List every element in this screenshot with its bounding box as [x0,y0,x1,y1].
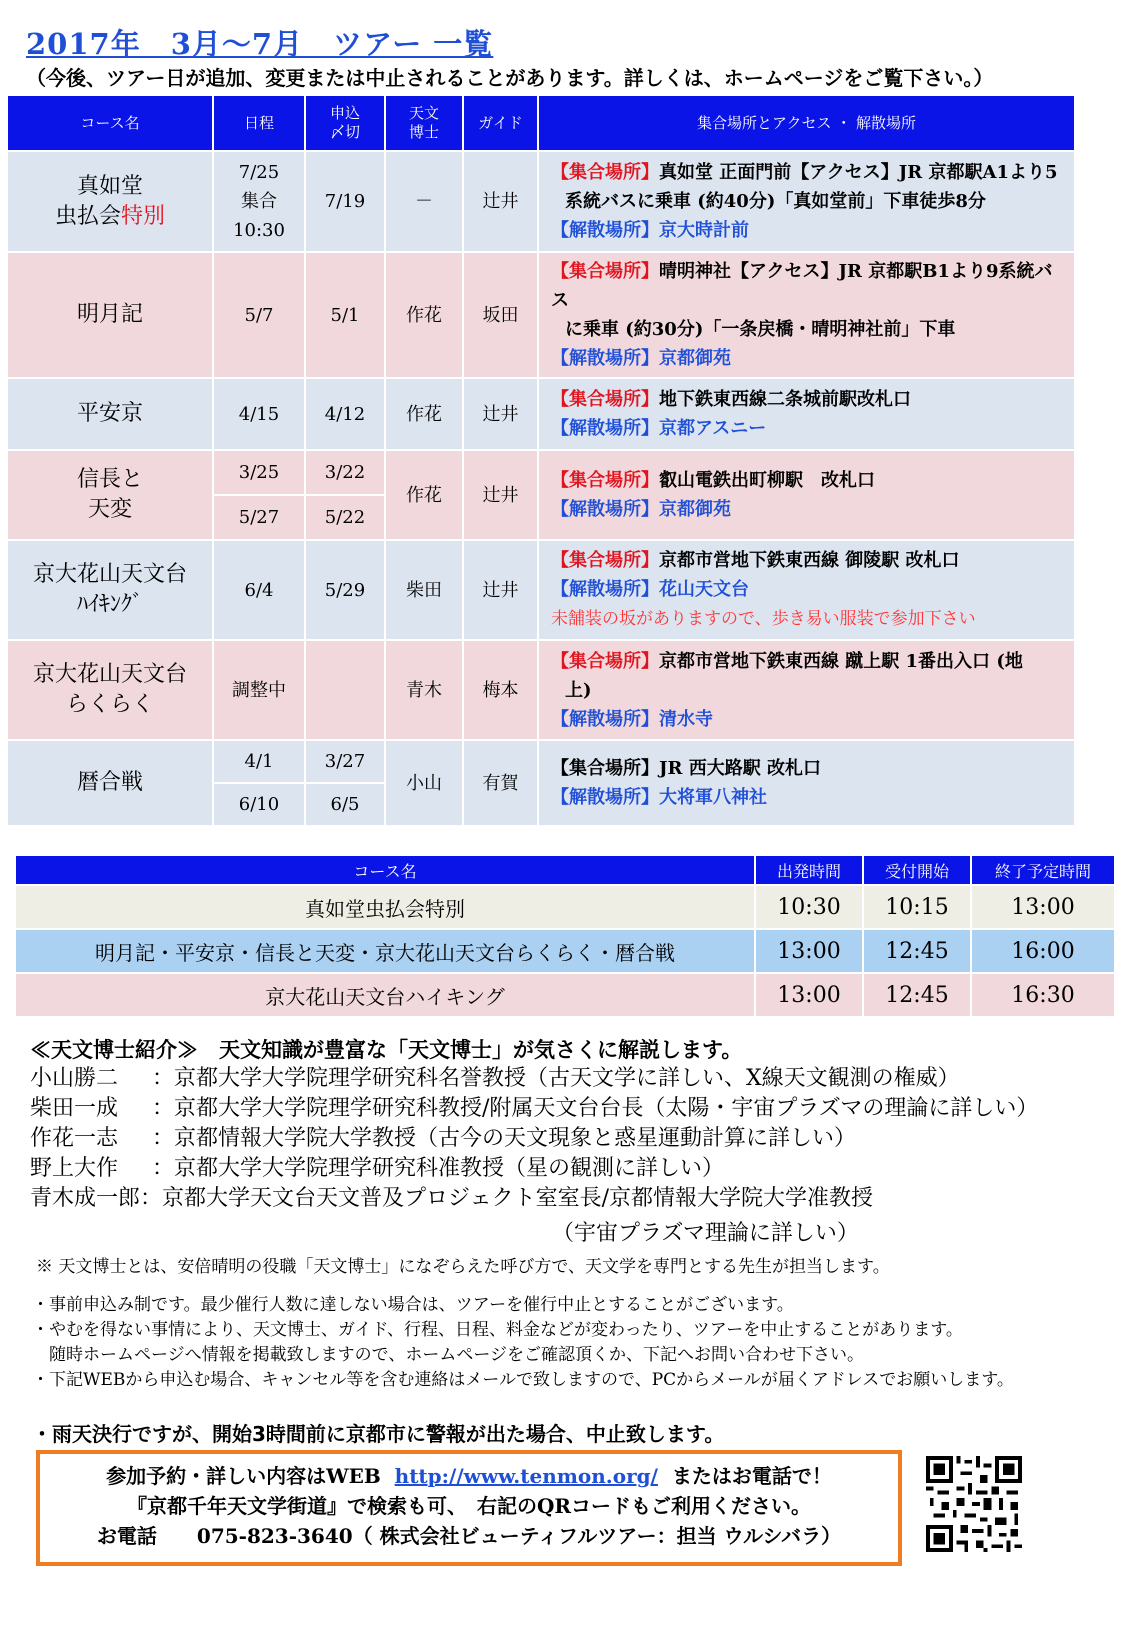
time-row [15,885,1115,929]
meeting-info: 【集合場所】晴明神社【アクセス】JR 京都駅B1より9系統バス に乗車 (約30分)「一条戻橋・晴明神社前」下車 【解散場所】京都御苑 [538,252,1075,378]
rain-notice: ・雨天決行ですが、開始3時間前に京都市に警報が出た場合、中止致します。 [32,1422,725,1446]
professor-entry [30,1064,960,1094]
page-subtitle: （今後、ツアー日が追加、変更または中止されることがあります。詳しくは、ホームページをご覧下さい。） [26,66,994,90]
professor-name: 柴田一成 [30,1096,119,1121]
doctor-note: ※ 天文博士とは、安倍晴明の役職「天文博士」になぞらえた呼び方で、天文学を専門とする先生が担当します。 [36,1257,890,1277]
tour-date: 6/10 [213,783,305,826]
professor-desc: ：京都大学大学院理学研究科准教授（星の観測に詳しい） [152,1156,725,1181]
guide: 辻井 [463,540,538,640]
header-doctor: 天文 博士 [385,95,463,151]
deadline: 6/5 [305,783,385,826]
professor-name: 小山勝二 [30,1066,119,1091]
depart-time: 13:00 [755,973,863,1017]
professor-entry [30,1154,724,1184]
tour-date: 調整中 [213,640,305,740]
end-time: 16:00 [971,929,1115,973]
time-table-header [15,855,1115,885]
contact-box [36,1450,902,1566]
header-deadline: 申込 〆切 [305,95,385,151]
tour-date: 7/25 集合 10:30 [213,151,305,252]
professor-desc: ：京都大学天文台天文普及プロジェクト室室長/京都情報大学院大学准教授 [140,1186,873,1211]
course-name: 真如堂 虫払会特別 [7,151,213,252]
course-name: 明月記 [7,252,213,378]
notice-item: ・下記WEBから申込む場合、キャンセル等を含む連絡はメールで致しますので、PCからメールが届くアドレスでお願いします。 [32,1370,1014,1390]
tour-date: 5/7 [213,252,305,378]
professor-name: 野上大作 [30,1156,119,1181]
guide: 坂田 [463,252,538,378]
professor-intro-heading: ≪天文博士紹介≫ 天文知識が豊富な「天文博士」が気さくに解説します。 [30,1037,743,1062]
doctor: 作花 [385,252,463,378]
deadline: 5/29 [305,540,385,640]
reception-time: 12:45 [863,973,971,1017]
depart-time: 13:00 [755,929,863,973]
doctor: 作花 [385,450,463,540]
doctor: 青木 [385,640,463,740]
table-row [7,740,1075,783]
professor-entry [30,1184,873,1214]
header-course: コース名 [7,95,213,151]
doctor: 作花 [385,378,463,450]
professor-desc: ：京都大学大学院理学研究科名誉教授（古天文学に詳しい、X線天文観測の権威） [152,1066,960,1091]
warning-text: 未舗装の坂がありますので、歩き易い服装で参加下さい [551,609,976,629]
deadline: 3/27 [305,740,385,783]
time-row [15,973,1115,1017]
time-header-reception: 受付開始 [863,855,971,885]
meeting-info: 【集合場所】叡山電鉄出町柳駅 改札口 【解散場所】京都御苑 [538,450,1075,540]
tour-date: 4/1 [213,740,305,783]
header-place: 集合場所とアクセス ・ 解散場所 [538,95,1075,151]
time-course-name: 明月記・平安京・信長と天変・京大花山天文台らくらく・暦合戦 [15,929,755,973]
reception-time: 12:45 [863,929,971,973]
table-row [7,450,1075,495]
table-row [7,252,1075,378]
notice-item: ・やむを得ない事情により、天文博士、ガイド、行程、日程、料金などが変わったり、ツアーを中止することがあります。 [32,1320,963,1340]
professor-desc-continued: （宇宙プラズマ理論に詳しい） [552,1221,859,1246]
qr-code-icon[interactable] [926,1456,1022,1552]
time-header-depart: 出発時間 [755,855,863,885]
guide: 有賀 [463,740,538,826]
meeting-info: 【集合場所】地下鉄東西線二条城前駅改札口 【解散場所】京都アスニー [538,378,1075,450]
table-row [7,540,1075,640]
table-row [7,640,1075,740]
contact-line-web: 参加予約・詳しい内容はWEB http://www.tenmon.org/ またはお電話で！ [106,1464,832,1488]
doctor: 小山 [385,740,463,826]
professor-name: 青木成一郎 [30,1186,141,1211]
guide: 辻井 [463,378,538,450]
time-header-end: 終了予定時間 [971,855,1115,885]
end-time: 16:30 [971,973,1115,1017]
tour-date: 6/4 [213,540,305,640]
professor-desc: ：京都情報大学院大学教授（古今の天文現象と惑星運動計算に詳しい） [152,1126,857,1151]
meeting-info: 【集合場所】京都市営地下鉄東西線 御陵駅 改札口 【解散場所】花山天文台 未舗装の坂がありますので、歩き易い服装で参加下さい [538,540,1075,640]
website-link[interactable]: http://www.tenmon.org/ [394,1464,658,1488]
doctor: 柴田 [385,540,463,640]
meeting-info: 【集合場所】真如堂 正面門前【アクセス】JR 京都駅A1より5 系統バスに乗車 (約40分)「真如堂前」下車徒歩8分 【解散場所】京大時計前 [538,151,1075,252]
deadline: 5/22 [305,495,385,540]
time-course-name: 真如堂虫払会特別 [15,885,755,929]
time-course-name: 京大花山天文台ハイキング [15,973,755,1017]
guide: 辻井 [463,151,538,252]
tour-date: 5/27 [213,495,305,540]
tour-date: 4/15 [213,378,305,450]
depart-time: 10:30 [755,885,863,929]
deadline: 7/19 [305,151,385,252]
deadline [305,640,385,740]
time-header-course: コース名 [15,855,755,885]
table-row [7,151,1075,252]
professor-entry [30,1124,856,1154]
course-name: 京大花山天文台 ﾊｲｷﾝｸﾞ [7,540,213,640]
notice-item: ・事前申込み制です。最少催行人数に達しない場合は、ツアーを催行中止とすることがございます。 [32,1295,794,1315]
contact-line-phone: お電話 075-823-3640（ 株式会社ビューティフルツアー：担当 ウルシバラ） [96,1524,842,1548]
notice-item: 随時ホームページへ情報を掲載致しますので、ホームページをご確認頂くか、下記へお問い合わせ下さい。 [32,1345,864,1365]
table-row [7,378,1075,450]
end-time: 13:00 [971,885,1115,929]
guide: 辻井 [463,450,538,540]
course-name: 暦合戦 [7,740,213,826]
professor-entry [30,1094,1038,1124]
time-table [14,854,1116,1018]
header-date: 日程 [213,95,305,151]
meeting-info: 【集合場所】京都市営地下鉄東西線 蹴上駅 1番出入口 (地 上) 【解散場所】清水寺 [538,640,1075,740]
table-header [7,95,1075,151]
professor-desc: ：京都大学大学院理学研究科教授/附属天文台台長（太陽・宇宙プラズマの理論に詳しい） [152,1096,1039,1121]
deadline: 5/1 [305,252,385,378]
meeting-info: 【集合場所】JR 西大路駅 改札口 【解散場所】大将軍八神社 [538,740,1075,826]
course-name: 平安京 [7,378,213,450]
header-guide: ガイド [463,95,538,151]
professor-name: 作花一志 [30,1126,119,1151]
deadline: 4/12 [305,378,385,450]
guide: 梅本 [463,640,538,740]
tour-table [6,94,1076,827]
contact-line-search: 『京都千年天文学街道』で検索も可、 右記のQRコードもご利用ください。 [126,1494,812,1518]
course-name: 信長と 天変 [7,450,213,540]
page-title: 2017年 3月～7月 ツアー 一覧 [26,27,494,61]
time-row [15,929,1115,973]
deadline: 3/22 [305,450,385,495]
reception-time: 10:15 [863,885,971,929]
course-name: 京大花山天文台 らくらく [7,640,213,740]
tour-date: 3/25 [213,450,305,495]
doctor: － [385,151,463,252]
